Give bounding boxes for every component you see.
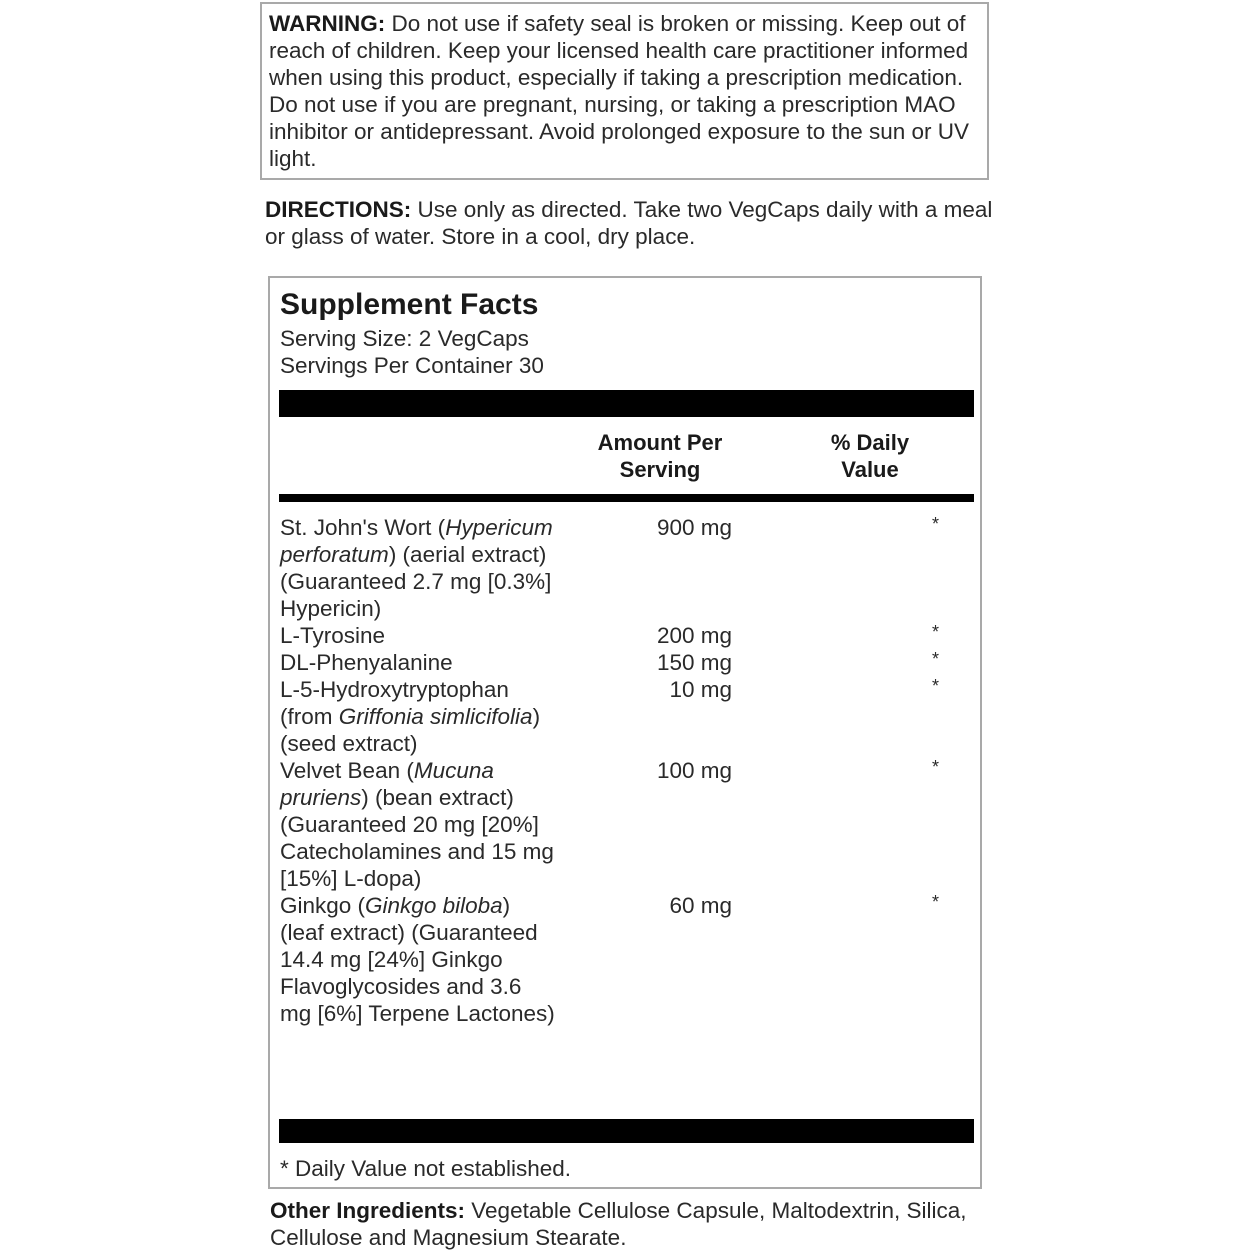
other-ingredients [270,1197,970,1251]
column-header-daily-value [790,429,950,483]
nutrient-row [280,757,975,892]
nutrient-name-text: ) (bean extract) (Guaranteed 20 mg [20%] Catecholamines and 15 mg [15%] L-dopa) [280,785,554,891]
nutrient-latin-name: Griffonia simlicifolia [338,704,533,729]
nutrient-amount: 200 mg [656,623,732,648]
thick-divider-header [279,494,974,502]
directions [265,196,995,250]
nutrient-name [280,649,558,676]
nutrient-amount: 100 mg [656,758,732,783]
nutrient-rows [280,514,975,1027]
nutrient-amount: 900 mg [656,515,732,540]
column-header-dv-line1: % Daily [830,430,910,455]
facts-title: Supplement Facts [280,288,539,321]
directions-label: DIRECTIONS: [265,197,412,222]
nutrient-name-text: ) (leaf extract) (Guaranteed 14.4 mg [24%] Ginkgo Flavoglycosides and 3.6 mg [6%] Terpene Lactones) [280,893,555,1026]
nutrient-latin-name: Mucuna pruriens [280,758,494,810]
warning-box [260,2,989,180]
column-header-amount-line2: Serving [619,457,701,482]
nutrient-amount: 60 mg [669,893,732,918]
column-header-amount-line1: Amount Per [597,430,723,455]
nutrient-amount: 150 mg [656,650,732,675]
nutrient-name [280,622,558,649]
directions-text: Use only as directed. Take two VegCaps daily with a meal or glass of water. Store in a cool, dry place. [265,197,993,249]
supplement-facts-panel [268,276,982,1189]
nutrient-row [280,649,975,676]
nutrient-daily-value: * [932,892,940,912]
nutrient-name-text: L-5-Hydroxytryptophan (from [280,677,509,729]
nutrient-name-text: DL-Phenyalanine [280,650,453,675]
nutrient-daily-value: * [932,622,940,642]
warning-text: Do not use if safety seal is broken or missing. Keep out of reach of children. Keep your licensed health care practitioner informed when using this product, especially if taking a prescription medication. Do not use if you are pregnant, nursing, or taking a prescription MAO inhibitor or antidepressant. Avoid prolonged exposure to the sun or UV light. [269,11,970,171]
nutrient-name-text: Ginkgo ( [280,893,366,918]
nutrient-name-text: L-Tyrosine [280,623,386,648]
nutrient-amount: 10 mg [669,677,732,702]
nutrient-row [280,514,975,622]
nutrient-name-text: ) (aerial extract) (Guaranteed 2.7 mg [0.3%] Hypericin) [280,542,552,621]
nutrient-row [280,676,975,757]
footnote: * Daily Value not established. [280,1156,572,1181]
nutrient-name-text: Velvet Bean ( [280,758,414,783]
nutrient-name-text: ) (seed extract) [280,704,541,756]
nutrient-row [280,892,975,1027]
nutrient-name [280,757,558,892]
serving-size: Serving Size: 2 VegCaps [280,326,529,351]
warning-label: WARNING: [269,11,386,36]
nutrient-latin-name: Hypericum perforatum [280,515,553,567]
other-ingredients-text: Vegetable Cellulose Capsule, Maltodextrin, Silica, Cellulose and Magnesium Stearate. [270,1198,967,1250]
nutrient-name-text: St. John's Wort ( [280,515,446,540]
nutrient-daily-value: * [932,757,940,777]
nutrient-daily-value: * [932,676,940,696]
nutrient-row [280,622,975,649]
other-ingredients-label: Other Ingredients: [270,1198,466,1223]
nutrient-daily-value: * [932,514,940,534]
servings-per-container: Servings Per Container 30 [280,353,544,378]
nutrient-daily-value: * [932,649,940,669]
thick-divider-bottom [279,1119,974,1143]
column-header-amount [570,429,750,483]
nutrient-name [280,514,558,622]
column-header-dv-line2: Value [841,457,899,482]
nutrient-name [280,892,558,1027]
thick-divider-top [279,390,974,417]
nutrient-name [280,676,558,757]
nutrient-latin-name: Ginkgo biloba [365,893,503,918]
